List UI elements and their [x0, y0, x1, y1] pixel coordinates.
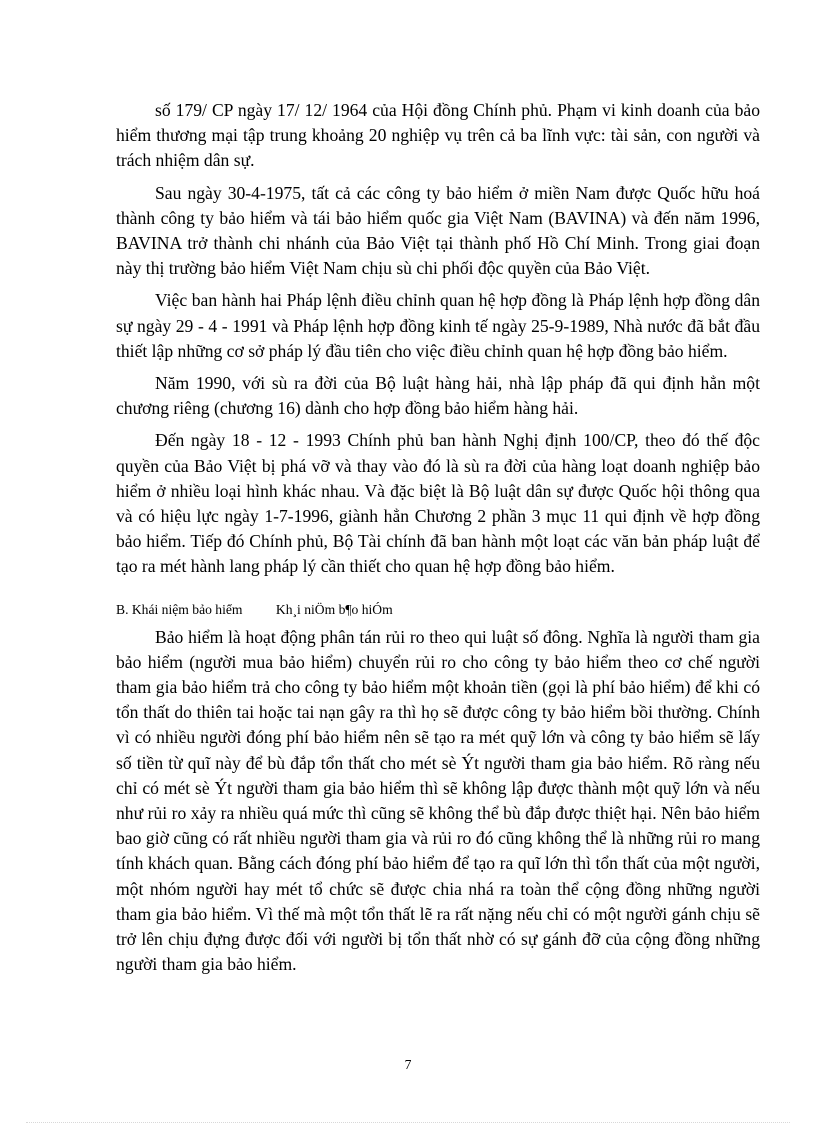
- section-heading: [116, 600, 760, 620]
- paragraph-maritime-code: Năm 1990, với sù ra đời của Bộ luật hàng hải, nhà lập pháp đã qui định hẳn một chương riêng (chương 16) dành cho hợp đồng bảo hiểm hàng hải.: [116, 373, 760, 419]
- paragraph-post-1975: Sau ngày 30-4-1975, tất cả các công ty bảo hiểm ở miền Nam được Quốc hữu hoá thành công ty bảo hiểm và tái bảo hiểm quốc gia Việt Nam (BAVINA) và đến năm 1996, BAVINA trở thành chi nhánh của Bảo Việt tại thành phố Hồ Chí Minh. Trong giai đoạn này thị trường bảo hiểm Việt Nam chịu sù chi phối độc quyền của Bảo Việt.: [116, 182, 760, 279]
- paragraph-decree-100: Đến ngày 18 - 12 - 1993 Chính phủ ban hành Nghị định 100/CP, theo đó thế độc quyền của Bảo Việt bị phá vỡ và thay vào đó là sù ra đời của hàng loạt doanh nghiệp bảo hiểm ở nhiều loại hình khác nhau. Và đặc biệt là Bộ luật dân sự được Quốc hội thông qua và có hiệu lực ngày 1-7-1996, giành hẳn Chương 2 phần 3 mục 11 qui định về hợp đồng bảo hiểm. Tiếp đó Chính phủ, Bộ Tài chính đã ban hành một loạt các văn bản pháp luật để tạo ra mét hành lang pháp lý cần thiết cho quan hệ hợp đồng bảo hiểm.: [116, 430, 760, 577]
- paragraph-insurance-concept: Bảo hiểm là hoạt động phân tán rủi ro theo qui luật số đông. Nghĩa là người tham gia bảo hiểm (người mua bảo hiểm) chuyển rủi ro cho công ty bảo hiểm theo cơ chế người tham gia bảo hiểm trả cho công ty bảo hiểm một khoản tiền (gọi là phí bảo hiểm) để khi có tổn thất do thiên tai hoặc tai nạn gây ra thì họ sẽ được công ty bảo hiểm bồi thường. Chính vì có nhiều người đóng phí bảo hiểm nên sẽ tạo ra mét quỹ lớn và công ty bảo hiểm sẽ lấy số tiền từ quĩ này để bù đắp tổn thất cho mét sè Ýt người tham gia bảo hiểm. Rõ ràng nếu chỉ có mét sè Ýt người tham gia bảo hiểm thì sẽ không lập được thành một quỹ lớn và nếu như rủi ro xảy ra nhiều quá mức thì cũng sẽ không thể bù đắp được thiệt hại. Nên bảo hiểm bao giờ cũng có rất nhiều người tham gia và rủi ro đó cũng không thể là những rủi ro mang tính khách quan. Bằng cách đóng phí bảo hiểm để tạo ra quĩ lớn thì tổn thất của một người, một nhóm người hay mét tổ chức sẽ được chia nhá ra toàn thể cộng đồng những người tham gia bảo hiểm. Vì thế mà một tổn thất lẽ ra rất nặng nếu chỉ có một người gánh chịu sẽ trở lên chịu đựng được đối với người bị tổn thất nhờ có sự gánh đỡ của cộng đồng những người tham gia bảo hiểm.: [116, 626, 760, 975]
- page-number: 7: [404, 1057, 412, 1072]
- section-heading-label: B. Khái niệm bảo hiểm: [116, 601, 243, 617]
- document-page: [116, 98, 760, 985]
- paragraph-contract-ordinances: Việc ban hành hai Pháp lệnh điều chỉnh quan hệ hợp đồng là Pháp lệnh hợp đồng dân sự ngày 29 - 4 - 1991 và Pháp lệnh hợp đồng kinh tế ngày 25-9-1989, Nhà nước đã bắt đầu thiết lập những cơ sở pháp lý đầu tiên cho việc điều chỉnh quan hệ hợp đồng bảo hiểm.: [116, 290, 760, 361]
- paragraph-intro-continuation: số 179/ CP ngày 17/ 12/ 1964 của Hội đồng Chính phủ. Phạm vi kinh doanh của bảo hiểm thương mại tập trung khoảng 20 nghiệp vụ trên cả ba lĩnh vực: tài sản, con người và trách nhiệm dân sự.: [116, 100, 760, 171]
- section-heading-garbled: Kh¸i niÖm b¶o hiÓm: [275, 601, 393, 617]
